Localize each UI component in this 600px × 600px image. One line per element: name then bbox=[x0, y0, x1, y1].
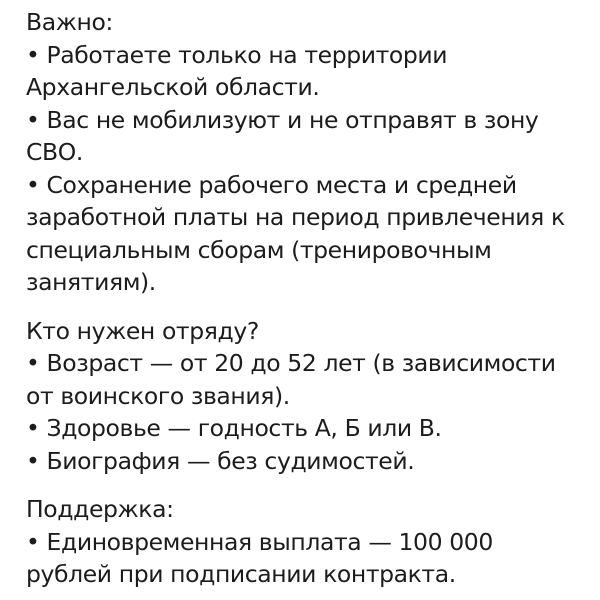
section-important bbox=[26, 6, 580, 299]
list-item: • Здоровье — годность А, Б или В. bbox=[26, 414, 442, 442]
section-heading: Важно: bbox=[26, 8, 113, 36]
section-support bbox=[26, 493, 580, 591]
section-requirements bbox=[26, 315, 580, 478]
section-heading: Поддержка: bbox=[26, 495, 174, 523]
list-item: • Возраст — от 20 до 52 лет (в зависимости от воинского звания). bbox=[26, 349, 556, 410]
list-item: • Работаете только на территории Архангельской области. bbox=[26, 40, 448, 101]
list-item: • Единовременная выплата — 100 000 рублей при подписании контракта. bbox=[26, 527, 493, 588]
list-item: • Вас не мобилизуют и не отправят в зону СВО. bbox=[26, 105, 539, 166]
list-item: • Биография — без судимостей. bbox=[26, 446, 415, 475]
section-heading: Кто нужен отряду? bbox=[26, 316, 259, 345]
list-item: • Сохранение рабочего места и средней заработной платы на период привлечения к специальным сборам (тренировочным занятиям). bbox=[26, 170, 565, 296]
